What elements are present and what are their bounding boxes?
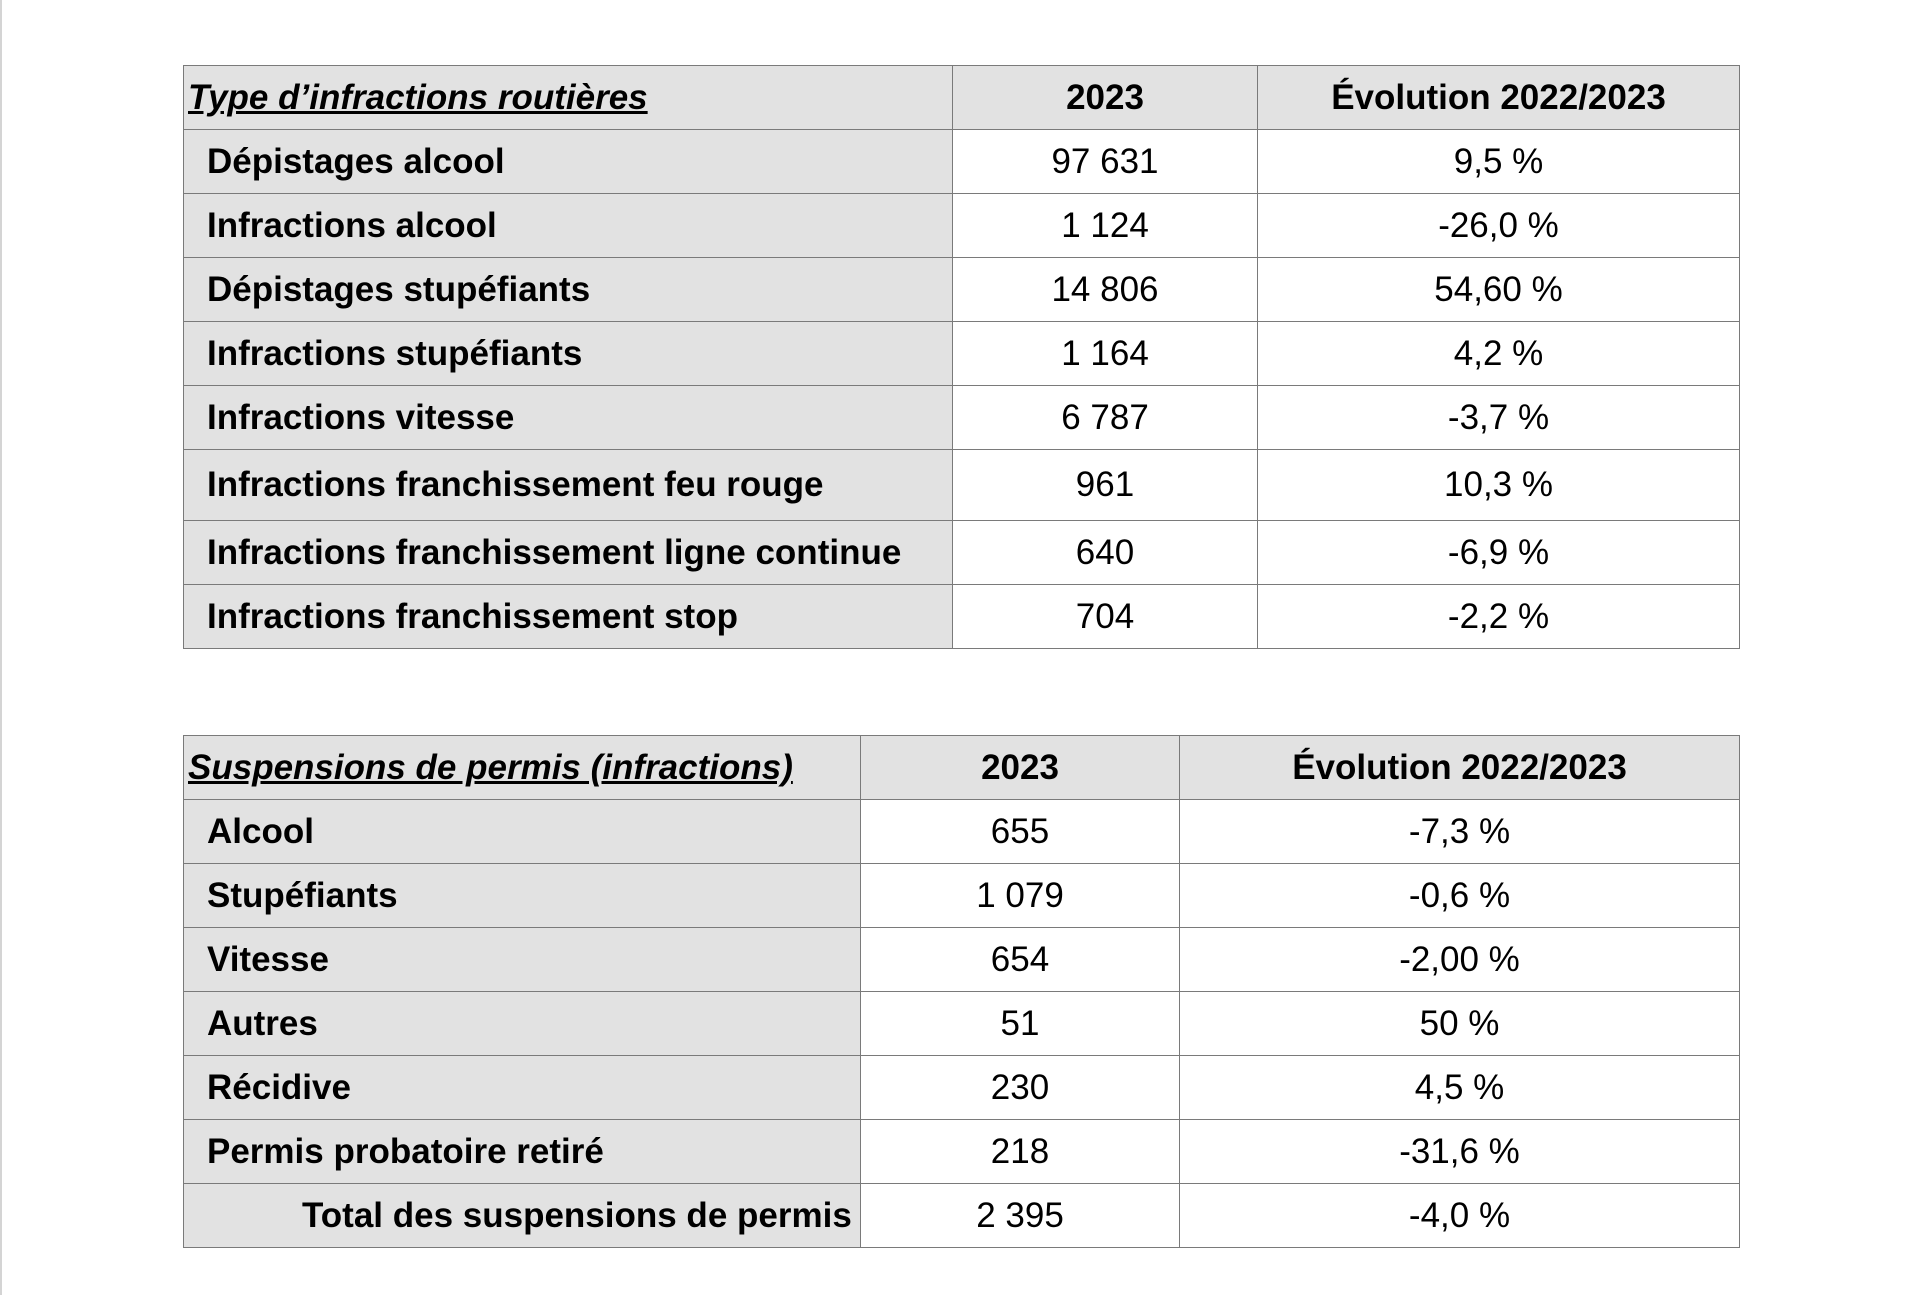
row-value: 655	[861, 800, 1180, 864]
row-label: Stupéfiants	[184, 864, 861, 928]
row-evolution: 10,3 %	[1258, 450, 1740, 521]
evolution-header: Évolution 2022/2023	[1258, 66, 1740, 130]
table-header-row	[184, 66, 1740, 130]
table-row	[184, 194, 1740, 258]
table-row	[184, 258, 1740, 322]
row-value: 14 806	[953, 258, 1258, 322]
total-row	[184, 1184, 1740, 1248]
table-row	[184, 521, 1740, 585]
row-value: 218	[861, 1120, 1180, 1184]
row-evolution: -6,9 %	[1258, 521, 1740, 585]
row-label: Infractions franchissement feu rouge	[184, 450, 953, 521]
table-row	[184, 322, 1740, 386]
row-value: 97 631	[953, 130, 1258, 194]
page-left-border	[0, 0, 2, 1295]
row-evolution: -2,2 %	[1258, 585, 1740, 649]
table-row	[184, 130, 1740, 194]
row-label: Infractions vitesse	[184, 386, 953, 450]
evolution-header: Évolution 2022/2023	[1180, 736, 1740, 800]
year-header: 2023	[953, 66, 1258, 130]
row-label: Autres	[184, 992, 861, 1056]
row-evolution: 50 %	[1180, 992, 1740, 1056]
row-value: 6 787	[953, 386, 1258, 450]
table-row	[184, 1056, 1740, 1120]
row-evolution: -2,00 %	[1180, 928, 1740, 992]
total-evolution: -4,0 %	[1180, 1184, 1740, 1248]
year-header: 2023	[861, 736, 1180, 800]
row-label: Infractions franchissement stop	[184, 585, 953, 649]
table-row	[184, 386, 1740, 450]
road-infractions-table	[183, 65, 1740, 649]
row-label: Récidive	[184, 1056, 861, 1120]
license-suspensions-table	[183, 735, 1740, 1248]
row-label: Dépistages stupéfiants	[184, 258, 953, 322]
total-value: 2 395	[861, 1184, 1180, 1248]
row-label: Alcool	[184, 800, 861, 864]
row-evolution: -26,0 %	[1258, 194, 1740, 258]
row-evolution: -31,6 %	[1180, 1120, 1740, 1184]
row-label: Permis probatoire retiré	[184, 1120, 861, 1184]
row-evolution: -3,7 %	[1258, 386, 1740, 450]
infraction-type-header: Type d’infractions routières	[184, 66, 953, 130]
row-evolution: -0,6 %	[1180, 864, 1740, 928]
row-label: Dépistages alcool	[184, 130, 953, 194]
total-label: Total des suspensions de permis	[184, 1184, 861, 1248]
row-label: Infractions stupéfiants	[184, 322, 953, 386]
row-value: 230	[861, 1056, 1180, 1120]
row-value: 1 124	[953, 194, 1258, 258]
table-row	[184, 450, 1740, 521]
row-evolution: -7,3 %	[1180, 800, 1740, 864]
row-value: 704	[953, 585, 1258, 649]
row-evolution: 54,60 %	[1258, 258, 1740, 322]
row-value: 640	[953, 521, 1258, 585]
row-value: 961	[953, 450, 1258, 521]
table-row	[184, 800, 1740, 864]
row-label: Infractions alcool	[184, 194, 953, 258]
row-label: Infractions franchissement ligne continue	[184, 521, 953, 585]
row-value: 1 164	[953, 322, 1258, 386]
table-row	[184, 1120, 1740, 1184]
table-header-row	[184, 736, 1740, 800]
row-value: 1 079	[861, 864, 1180, 928]
suspension-type-header: Suspensions de permis (infractions)	[184, 736, 861, 800]
table-row	[184, 585, 1740, 649]
row-evolution: 4,5 %	[1180, 1056, 1740, 1120]
row-value: 654	[861, 928, 1180, 992]
table-row	[184, 992, 1740, 1056]
table-row	[184, 864, 1740, 928]
row-label: Vitesse	[184, 928, 861, 992]
row-evolution: 9,5 %	[1258, 130, 1740, 194]
row-evolution: 4,2 %	[1258, 322, 1740, 386]
row-value: 51	[861, 992, 1180, 1056]
table-row	[184, 928, 1740, 992]
